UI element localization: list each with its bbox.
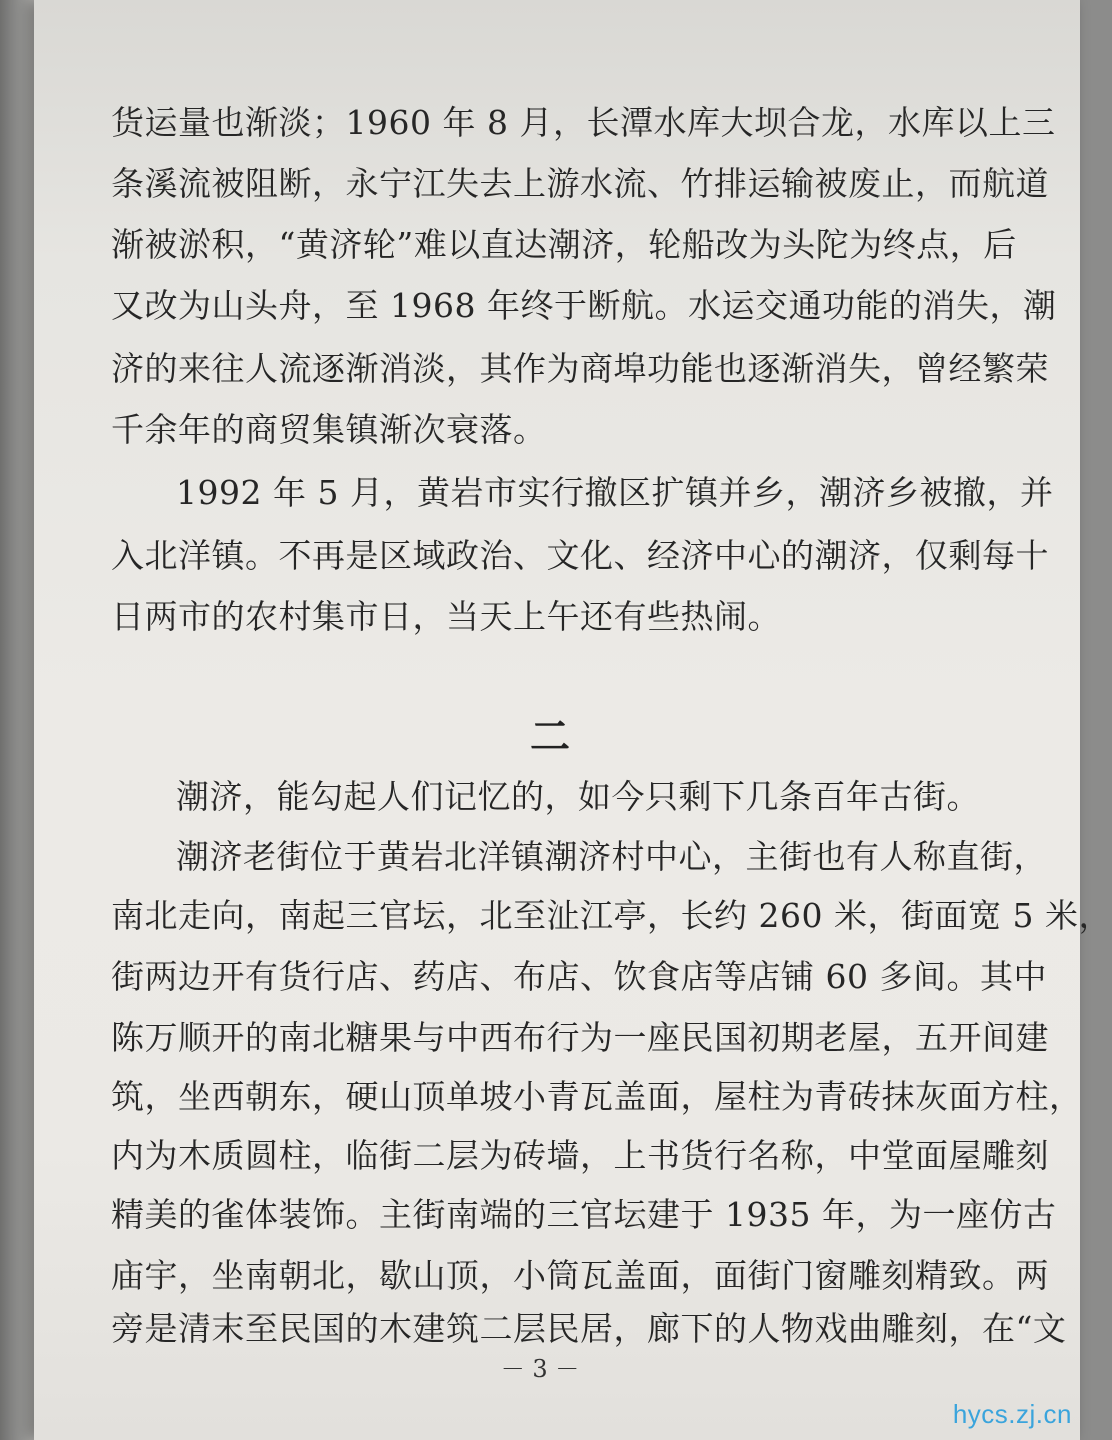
text-line: 渐被淤积，“黄济轮”难以直达潮济，轮船改为头陀为终点，后 bbox=[111, 225, 1017, 264]
text-line: 内为木质圆柱，临街二层为砖墙，上书货行名称，中堂面屋雕刻 bbox=[111, 1136, 1049, 1175]
text-line: 筑，坐西朝东，硬山顶单坡小青瓦盖面，屋柱为青砖抹灰面方柱， bbox=[111, 1077, 1083, 1116]
text-line: 货运量也渐淡；1960 年 8 月，长潭水库大坝合龙，水库以上三 bbox=[111, 103, 1056, 142]
text-line: 千余年的商贸集镇渐次衰落。 bbox=[111, 410, 547, 449]
watermark-text: hycs.zj.cn bbox=[952, 1399, 1072, 1429]
text-line: 陈万顺开的南北糖果与中西布行为一座民国初期老屋，五开间建 bbox=[111, 1018, 1049, 1057]
text-line: 济的来往人流逐渐消淡，其作为商埠功能也逐渐消失，曾经繁荣 bbox=[111, 349, 1049, 388]
text-line: 条溪流被阻断，永宁江失去上游水流、竹排运输被废止，而航道 bbox=[111, 164, 1049, 203]
text-line: 旁是清末至民国的木建筑二层民居，廊下的人物戏曲雕刻，在“文 bbox=[111, 1309, 1067, 1348]
scanner-edge-shadow bbox=[0, 0, 34, 1440]
text-line: 庙宇，坐南朝北，歇山顶，小筒瓦盖面，面街门窗雕刻精致。两 bbox=[111, 1256, 1049, 1295]
section-heading: 二 bbox=[530, 713, 570, 760]
text-line: 精美的雀体装饰。主街南端的三官坛建于 1935 年，为一座仿古 bbox=[111, 1195, 1057, 1234]
text-line: 南北走向，南起三官坛，北至沚江亭，长约 260 米，街面宽 5 米， bbox=[111, 896, 1112, 935]
text-line: 日两市的农村集市日，当天上午还有些热闹。 bbox=[111, 597, 781, 636]
text-line: 街两边开有货行店、药店、布店、饮食店等店铺 60 多间。其中 bbox=[111, 957, 1047, 996]
text-line: 入北洋镇。不再是区域政治、文化、经济中心的潮济，仅剩每十 bbox=[111, 536, 1049, 575]
text-line: 1992 年 5 月，黄岩市实行撤区扩镇并乡，潮济乡被撤，并 bbox=[176, 473, 1054, 512]
text-line: 又改为山头舟，至 1968 年终于断航。水运交通功能的消失，潮 bbox=[111, 286, 1057, 325]
text-line: 潮济老街位于黄岩北洋镇潮济村中心，主街也有人称直街， bbox=[176, 837, 1047, 876]
page-number: － 3 － bbox=[500, 1355, 580, 1383]
text-line: 潮济，能勾起人们记忆的，如今只剩下几条百年古街。 bbox=[176, 777, 980, 816]
